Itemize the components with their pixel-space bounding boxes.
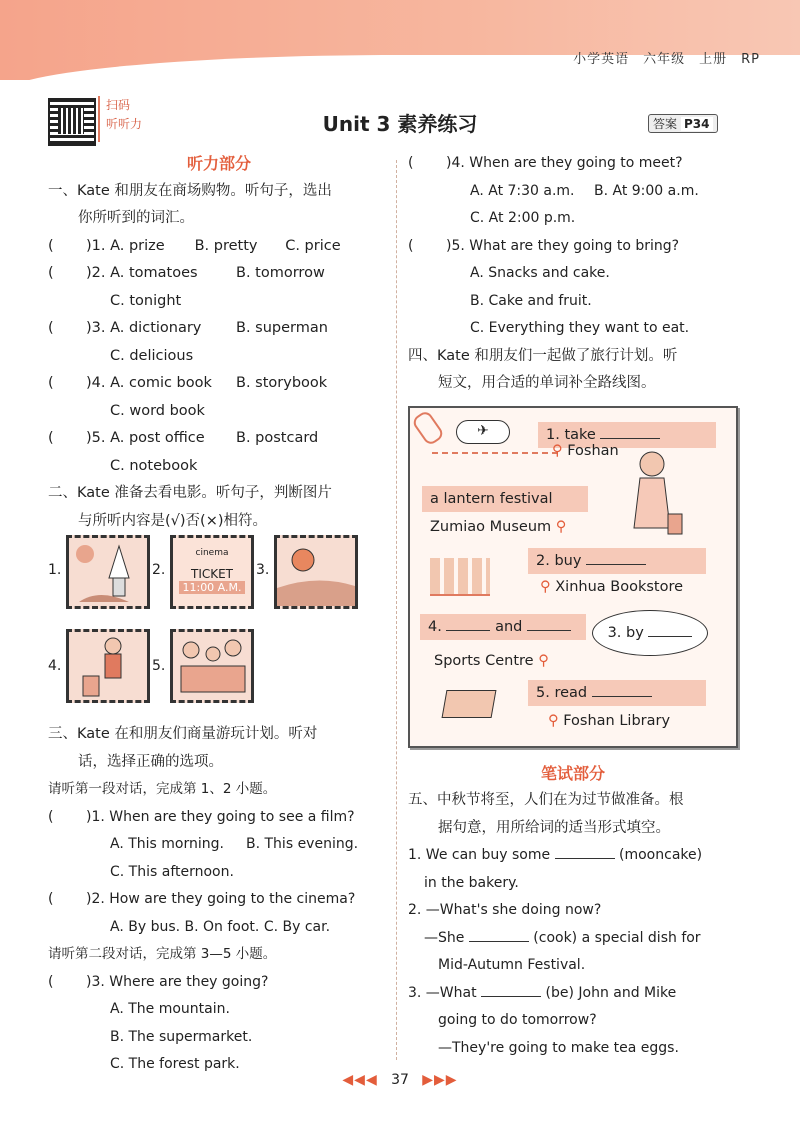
book-info: 小学英语 六年级 上册 RP: [573, 52, 760, 67]
q5-title-1: 五、中秋节将至，人们在为过节做准备。根: [408, 792, 684, 808]
q3-note-1: 请听第一段对话，完成第 1、2 小题。: [48, 781, 277, 797]
q3-item-1ab: A. This morning. B. This evening.: [110, 836, 359, 852]
route-dashline-1: [432, 452, 558, 454]
q5-item-2c: Mid-Autumn Festival.: [438, 957, 586, 973]
route-step-1: 1. take: [538, 422, 716, 448]
route-step-5: 5. read: [528, 680, 706, 706]
pic-num-3: 3.: [256, 562, 270, 578]
pic-num-5: 5.: [152, 658, 166, 674]
q2-pictures: [48, 535, 390, 721]
q4-title-1: 四、Kate 和朋友们一起做了旅行计划。听: [408, 347, 678, 364]
q1-item-3c: C. delicious: [110, 347, 194, 364]
rocket-picture: [66, 535, 150, 609]
page-title: Unit 3 素养练习: [322, 112, 478, 136]
pic-num-4: 4.: [48, 658, 62, 674]
girl-traveler-icon: [626, 448, 686, 548]
q1-title-1: 一、Kate 和朋友在商场购物。听句子，选出: [48, 182, 332, 199]
q2-title-1: 二、Kate 准备去看电影。听句子，判断图片: [48, 485, 332, 501]
answer-badge[interactable]: [648, 114, 718, 133]
loc-foshan: ⚲ Foshan: [552, 442, 619, 459]
pic-num-2: 2.: [152, 562, 166, 578]
q3-note-2: 请听第二段对话，完成第 3—5 小题。: [48, 946, 277, 962]
q3-item-5: ( )5. What are they going to bring?: [408, 237, 680, 254]
q3-item-1: ( )1. When are they going to see a film?: [48, 808, 355, 825]
q1-title-2: 你所听到的词汇。: [78, 210, 194, 226]
loc-library: ⚲ Foshan Library: [548, 712, 671, 729]
q1-item-4: ( )4. A. comic book B. storybook: [48, 375, 328, 391]
rocket-icon: [69, 538, 147, 606]
route-step-2: 2. buy: [528, 548, 706, 574]
listening-heading: 听力部分: [186, 154, 251, 173]
q3-item-5b: B. Cake and fruit.: [470, 292, 592, 309]
q5-item-1: 1. We can buy some (mooncake): [408, 847, 703, 863]
q3-item-3c: C. The forest park.: [110, 1056, 240, 1072]
sun-picture: [274, 535, 358, 609]
column-divider: [396, 160, 397, 1060]
answer-page: P34: [681, 117, 713, 131]
sun-icon: [277, 538, 355, 606]
q3-item-3a: A. The mountain.: [110, 1001, 230, 1017]
q5-title-2: 据句意，用所给词的适当形式填空。: [438, 819, 670, 836]
q3-item-3: ( )3. Where are they going?: [48, 973, 269, 990]
writing-heading: 笔试部分: [540, 763, 605, 783]
q1-item-2c: C. tonight: [110, 292, 182, 309]
q1-item-5: ( )5. A. post office B. postcard: [48, 430, 319, 446]
traveler-picture: [66, 629, 150, 703]
route-step-3: 3. by: [592, 610, 708, 656]
pic-num-1: 1.: [48, 562, 62, 578]
q5-item-3b: going to do tomorrow?: [438, 1012, 597, 1028]
left-column: [48, 150, 390, 1079]
family-picture: [170, 629, 254, 703]
q5-item-2a: 2. —What's she doing now?: [408, 902, 602, 918]
loc-zumiao: Zumiao Museum ⚲: [430, 518, 567, 535]
lantern-festival-bar: a lantern festival: [422, 486, 588, 512]
right-column: [408, 150, 738, 1062]
q3-item-2: ( )2. How are they going to the cinema?: [48, 891, 356, 907]
scan-line2: 听听力: [106, 117, 143, 131]
blank-2: [469, 941, 529, 942]
q5-item-3c: —They're going to make tea eggs.: [438, 1039, 679, 1056]
q3-item-5c: C. Everything they want to eat.: [470, 320, 690, 336]
q1-item-5c: C. notebook: [110, 457, 198, 474]
page-footer: [0, 1072, 800, 1088]
q1-item-4c: C. word book: [110, 402, 205, 419]
location-pin-icon: ⚲: [555, 518, 567, 535]
blank-3: [481, 996, 541, 997]
ticket-cinema: cinema: [195, 548, 229, 558]
traveler-icon: [69, 632, 147, 700]
q3-item-4: ( )4. When are they going to meet?: [408, 155, 683, 171]
paperclip-icon: [411, 409, 446, 447]
answer-label: 答案: [653, 117, 678, 131]
q3-item-2opts: A. By bus. B. On foot. C. By car.: [110, 918, 331, 935]
q3-title-2: 话，选择正确的选项。: [78, 753, 223, 770]
q4-title-2: 短文，用合适的单词补全路线图。: [438, 375, 656, 391]
location-pin-icon: ⚲: [548, 712, 559, 729]
book-icon: [442, 690, 497, 718]
route-map: [408, 406, 738, 748]
family-icon: [173, 632, 251, 700]
q2-title-2: 与所听内容是(√)否(×)相符。: [78, 512, 268, 529]
ticket-time: 11:00 A.M.: [179, 581, 245, 594]
location-pin-icon: ⚲: [540, 578, 551, 595]
next-arrows-icon[interactable]: ▶▶▶: [422, 1072, 458, 1088]
q1-item-3: ( )3. A. dictionary B. superman: [48, 320, 328, 336]
q3-item-3b: B. The supermarket.: [110, 1028, 253, 1045]
q3-title-1: 三、Kate 在和朋友们商量游玩计划。听对: [48, 726, 318, 742]
q3-item-5a: A. Snacks and cake.: [470, 265, 610, 281]
ticket-picture: [170, 535, 254, 609]
blank-1: [555, 858, 615, 859]
airplane-icon: ✈: [456, 420, 510, 444]
q1-item-1: ( )1. A. prize B. pretty C. price: [48, 237, 341, 254]
location-pin-icon: ⚲: [538, 652, 549, 669]
scan-line1: 扫码: [106, 98, 131, 112]
q5-item-3a: 3. —What (be) John and Mike: [408, 984, 677, 1001]
q3-item-4ab: A. At 7:30 a.m. B. At 9:00 a.m.: [470, 182, 699, 199]
ticket-word: TICKET: [190, 566, 234, 581]
location-pin-icon: ⚲: [552, 442, 563, 459]
q1-item-2: ( )2. A. tomatoes B. tomorrow: [48, 265, 325, 281]
q5-item-1b: in the bakery.: [424, 874, 519, 891]
q5-item-2b: —She (cook) a special dish for: [424, 929, 701, 946]
prev-arrows-icon[interactable]: ◀◀◀: [342, 1072, 378, 1088]
q3-item-4c: C. At 2:00 p.m.: [470, 210, 576, 226]
loc-sports: Sports Centre ⚲: [434, 652, 549, 669]
q3-item-1c: C. This afternoon.: [110, 863, 234, 880]
city-icon: [430, 558, 490, 596]
loc-xinhua: ⚲ Xinhua Bookstore: [540, 578, 684, 595]
route-step-4: 4. and: [420, 614, 586, 640]
page-number: 37: [391, 1072, 409, 1088]
